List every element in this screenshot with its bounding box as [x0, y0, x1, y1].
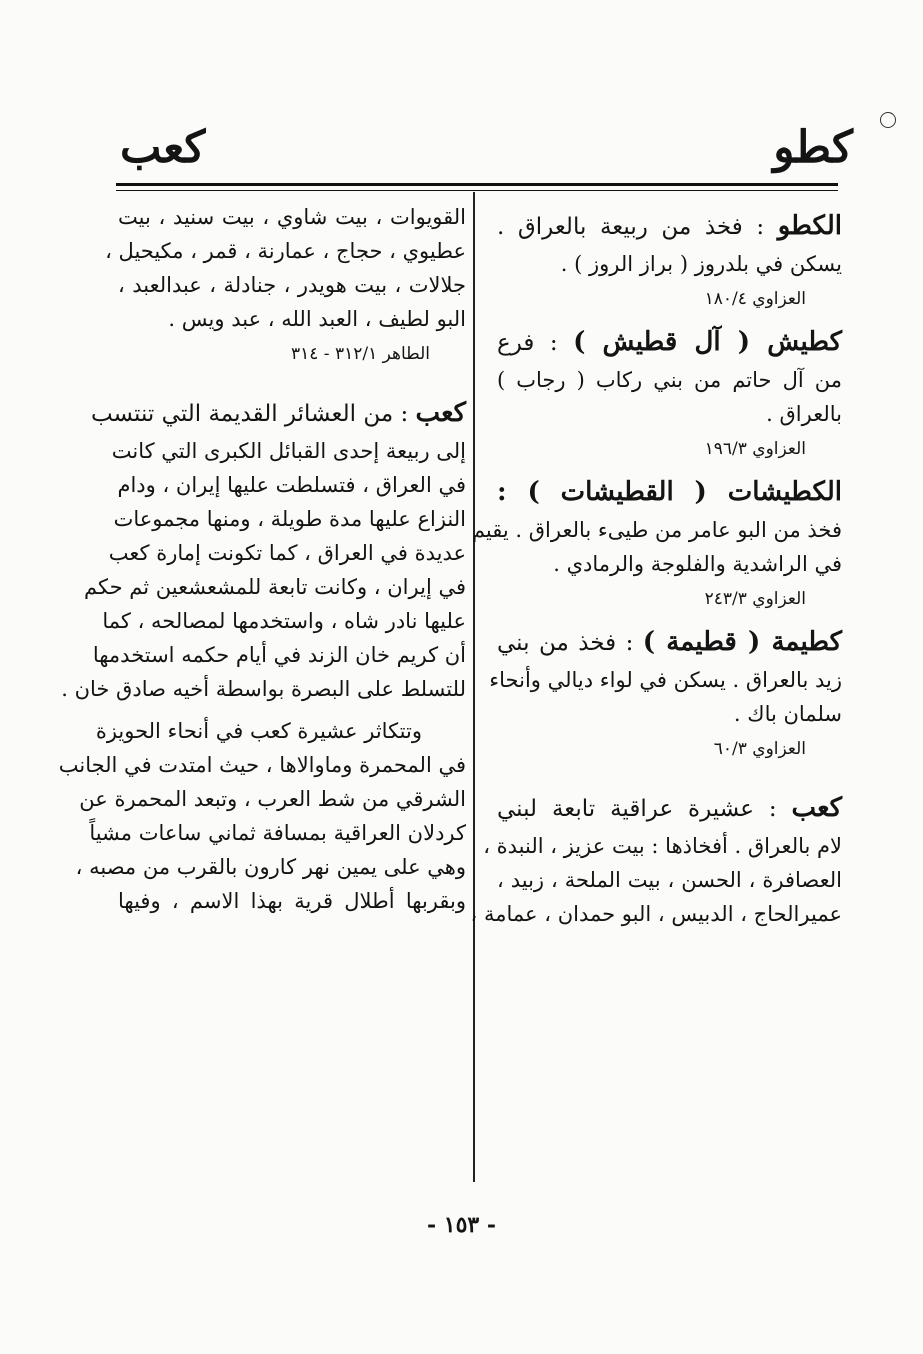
header-rule-thick: [116, 183, 838, 186]
body-line: البو لطيف ، العبد الله ، عبد ويس .: [168, 307, 466, 331]
body-line: فخذ من البو عامر من طيىء بالعراق . يقيم: [471, 518, 842, 542]
entry-kutayma: [497, 621, 842, 663]
reference: العزاوي ١٩٦/٣: [704, 439, 806, 459]
page-number: - ١٥٣ -: [426, 1212, 497, 1238]
entry-kaab-left: [90, 392, 466, 434]
header-rule-thin: [116, 190, 838, 191]
body-line: أن كريم خان الزند في أيام حكمه استخدمها: [92, 643, 466, 667]
body-line: للتسلط على البصرة بواسطة أخيه صادق خان .: [61, 677, 466, 701]
body-line: لام بالعراق . أفخاذها : بيت عزيز ، النبدة ،: [483, 834, 842, 858]
entry-text: : من العشائر القديمة التي تنتسب: [90, 401, 409, 427]
body-line: النزاع عليها مدة طويلة ، ومنها مجموعات: [113, 507, 466, 531]
reference: العزاوي ١٨٠/٤: [704, 289, 806, 309]
body-line: سلمان باك .: [733, 702, 842, 726]
entry-title: كعب: [415, 398, 466, 428]
body-line: عميرالحاج ، الدبيس ، البو حمدان ، عمامة ،: [470, 902, 842, 926]
entry-title: الكطو: [777, 211, 843, 241]
body-line: زيد بالعراق . يسكن في لواء ديالي وأنحاء: [489, 668, 842, 692]
left-column: [58, 200, 466, 918]
body-line: وبقربها أطلال قرية بهذا الاسم ، وفيها: [118, 889, 466, 913]
body-line: يسكن في بلدروز ( براز الروز ) .: [560, 252, 842, 276]
entry-text: : عشيرة عراقية تابعة لبني: [497, 796, 777, 822]
body-line: عليها نادر شاه ، واستخدمها لمصالحه ، كما: [102, 609, 466, 633]
body-line: عديدة في العراق ، كما تكونت إمارة كعب: [108, 541, 466, 565]
entry-title: كطيمة ( قطيمة ): [642, 627, 843, 657]
column-divider: [473, 192, 475, 1182]
entry-kutaysh: [497, 321, 842, 363]
right-column: [470, 205, 843, 931]
entry-kattu: [497, 205, 842, 247]
body-line: في العراق ، فتسلطت عليها إيران ، ودام: [117, 473, 466, 497]
body-line: وهي على يمين نهر كارون بالقرب من مصبه ،: [75, 855, 466, 879]
entry-kaab-right: [497, 787, 842, 829]
body-line: القويوات ، بيت شاوي ، بيت سنيد ، بيت: [118, 205, 466, 229]
entry-text: : فخذ من بني: [497, 630, 634, 656]
entry-kutayshat: [497, 471, 842, 513]
header-keyword-left: كعب: [120, 122, 206, 173]
corner-circle-mark: [880, 112, 896, 128]
entry-text: : فرع: [497, 330, 558, 356]
body-line: وتتكاثر عشيرة كعب في أنحاء الحويزة: [95, 719, 422, 743]
reference: الطاهر ٣١٢/١ - ٣١٤: [290, 344, 430, 364]
body-line: كردلان العراقية بمسافة ثماني ساعات مشياً: [89, 821, 466, 845]
body-line: عطيوي ، حجاج ، عمارنة ، قمر ، مكيحيل ،: [105, 239, 466, 263]
body-line: جلالات ، بيت هويدر ، جنادلة ، عبدالعبد ،: [118, 273, 466, 297]
entry-title: كعب: [791, 793, 842, 823]
body-line: في المحمرة وماوالاها ، حيث امتدت في الجانب: [58, 753, 466, 777]
body-line: بالعراق .: [766, 402, 842, 426]
reference: العزاوي ٢٤٣/٣: [704, 589, 806, 609]
body-line: الشرقي من شط العرب ، وتبعد المحمرة عن: [79, 787, 466, 811]
body-line: من آل حاتم من بني ركاب ( رجاب ): [497, 368, 842, 392]
entry-text: : فخذ من ربيعة بالعراق .: [497, 214, 765, 240]
body-line: في الراشدية والفلوجة والرمادي .: [553, 552, 842, 576]
header-keyword-right: كطو: [773, 122, 853, 173]
entry-title: كطيش ( آل قطيش ): [573, 327, 842, 357]
body-line: العصافرة ، الحسن ، بيت الملحة ، زبيد ،: [497, 868, 842, 892]
reference: العزاوي ٦٠/٣: [713, 739, 806, 759]
body-line: إلى ربيعة إحدى القبائل الكبرى التي كانت: [111, 439, 466, 463]
entry-title: الكطيشات ( القطيشات ) :: [497, 477, 842, 507]
body-line: في إيران ، وكانت تابعة للمشعشعين ثم حكم: [84, 575, 466, 599]
